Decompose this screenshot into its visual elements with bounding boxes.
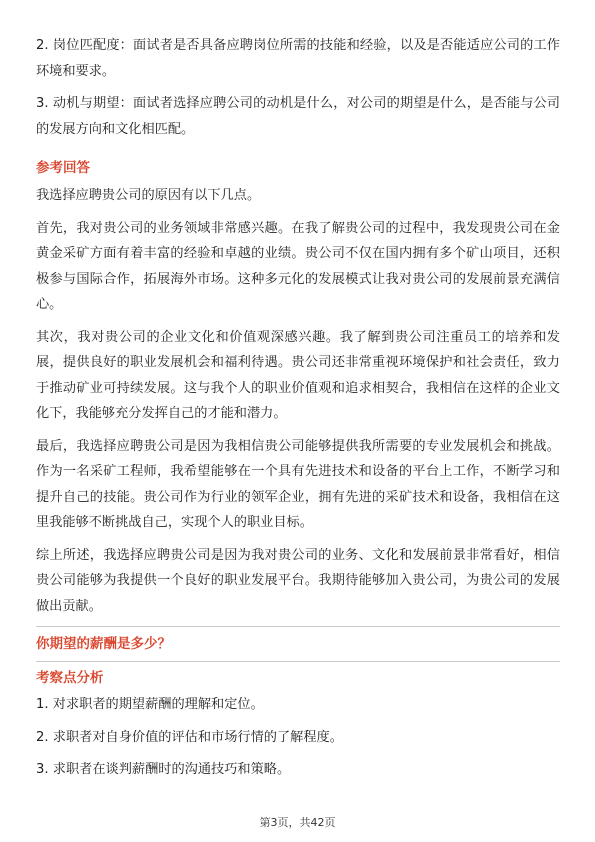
analysis-heading: 考察点分析 [36,670,104,686]
answer-intro: 我选择应聘贵公司的原因有以下几点。 [36,188,261,203]
reference-answer-heading: 参考回答 [36,160,90,176]
analysis-item-3: 3. 求职者在谈判薪酬时的沟通技巧和策略。 [36,762,291,777]
criteria-item-2: 2. 岗位匹配度：面试者是否具备应聘岗位所需的技能和经验，以及是否能适应公司的工作环境和要求。 [36,38,560,79]
section-divider [36,626,560,627]
analysis-item-2: 2. 求职者对自身价值的评估和市场行情的了解程度。 [36,729,343,745]
answer-summary: 综上所述，我选择应聘贵公司是因为我对贵公司的业务、文化和发展前景非常看好，相信贵公司能够为我提供一个良好的职业发展平台。我期待能够加入贵公司，为贵公司的发展做出贡献。 [36,547,560,614]
page-number: 第3页，共42页 [259,816,336,829]
question-divider [36,661,560,662]
answer-paragraph-second: 其次，我对贵公司的企业文化和价值观深感兴趣。我了解到贵公司注重员工的培养和发展，提供良好的职业发展机会和福利待遇。贵公司还非常重视环境保护和社会责任，致力于推动矿业可持续发展。这与我个人的职业价值观和追求相契合，我相信在这样的企业文化下，我能够充分发挥自己的才能和潜力。 [36,329,560,421]
question-heading: 你期望的薪酬是多少？ [36,636,171,652]
document-body [36,33,560,790]
answer-paragraph-last: 最后，我选择应聘贵公司是因为我相信贵公司能够提供我所需要的专业发展机会和挑战。作为一名采矿工程师，我希望能够在一个具有先进技术和设备的平台上工作，不断学习和提升自己的技能。贵公司作为行业的领军企业，拥有先进的采矿技术和设备，我相信在这里我能够不断挑战自己，实现个人的职业目标。 [36,438,560,530]
criteria-item-3: 3. 动机与期望：面试者选择应聘公司的动机是什么，对公司的期望是什么，是否能与公司的发展方向和文化相匹配。 [36,96,560,137]
analysis-item-1: 1. 对求职者的期望薪酬的理解和定位。 [36,697,264,712]
answer-paragraph-first: 首先，我对贵公司的业务领域非常感兴趣。在我了解贵公司的过程中，我发现贵公司在金黄金采矿方面有着丰富的经验和卓越的业绩。贵公司不仅在国内拥有多个矿山项目，还积极参与国际合作，拓展海外市场。这种多元化的发展模式让我对贵公司的发展前景充满信心。 [36,220,560,312]
